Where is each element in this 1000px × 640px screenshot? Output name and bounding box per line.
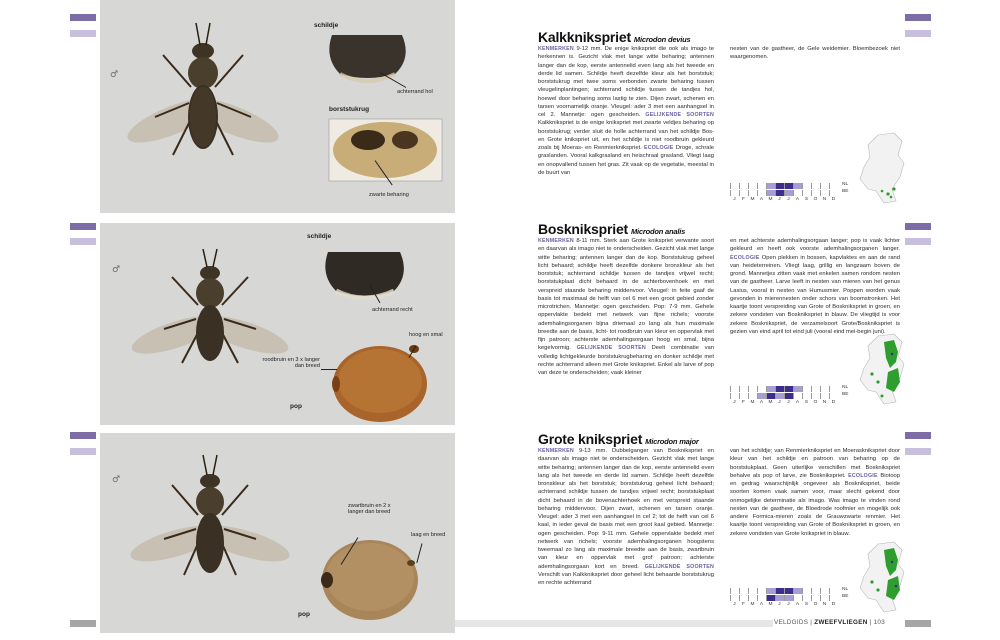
text-column-2a bbox=[538, 237, 714, 412]
body-text: Deelt combinatie van volledig lichtgekleurde borststukrugbeharing en donker schildje met rechte achterrand alleen met Grote knikspriet. Enkel als larve of pop van deze te onderscheiden; vaak kleiner bbox=[538, 345, 714, 376]
phenology-cell bbox=[802, 588, 811, 594]
section-keyword: KENMERKEN bbox=[538, 238, 574, 244]
phenology-cell bbox=[739, 588, 748, 594]
month-label: F bbox=[742, 197, 745, 202]
photo-panel-3 bbox=[100, 433, 455, 633]
phenology-cell bbox=[757, 595, 766, 601]
phenology-chart-3 bbox=[730, 588, 850, 609]
body-text: Verschilt van Kalkknikspriet door geheel licht behaarde borststukrug en rechte achterrand bbox=[538, 571, 714, 586]
phenology-cell bbox=[820, 595, 829, 601]
species-latin: Microdon major bbox=[645, 437, 699, 446]
tab-marker bbox=[905, 432, 931, 439]
section-keyword: KENMERKEN bbox=[538, 448, 574, 454]
note-zwartbruin: zwartbruin en 2 x langer dan breed bbox=[348, 503, 391, 516]
phenology-cell bbox=[766, 386, 775, 392]
phenology-country-label: NL bbox=[842, 182, 849, 187]
month-label: J bbox=[778, 400, 781, 405]
body-text: 9-13 mm. Dubbelganger van Bosknikspriet en daarvan als imago niet te onderscheiden. Gezicht vlak met lange witte beharing; antennen langer dan de kop, eerste antennelid even lang als het tweede en derde lid samen. Schildje heeft dezelfde bronskleur als het borststuk; borststukrug geheel licht behaard; achterrand schildje tussen de tandjes vrijwel recht; borststukplaat dicht behaard in de bovenachterhoek en met verspreid staande beharing middenvoor. Dijen zwart, schenen en tarsen oranje. Vleugel: ader 3 met een aanhangsel in cel 2; tot de helft van cel 6 kaal, in ieder geval de basis met een groot kaal gebied. Mannetje: ogen gescheiden. Pop: 9-11 mm. Gehele oppervlakte bedekt met netwerk van richels; voorste ademhalingsorganen hoogstens tweemaal zo lang als maximale breedte aan de basis, zwartbruin van kleur en oppervlak met grof patroon; achterste ademhalingsorgaan kort en breed. bbox=[538, 448, 714, 570]
month-label: J bbox=[787, 400, 790, 405]
body-text: 9-12 mm. De enige knikspriet die ook als imago te herkennen is. Gezicht vlak met lange witte beharing; antennen langer dan de kop, eerste antennelid even lang als het tweede en derde lid samen. Schildje heeft dezelfde kleur als het borststuk; borststukrug met twee soms verbonden zwarte beharing tussen vleugelinplantingen; achterrand schildje tussen de tandjes hol, hoewel door beharing soms lastig te zien. Dijen zwart, schenen en tarsen voornamelijk oranje. Vleugel: ader 3 met een aanhangsel in cel 2. Mannetje: ogen gescheiden. bbox=[538, 46, 714, 118]
phenology-month-axis bbox=[730, 400, 850, 407]
month-label: A bbox=[759, 400, 764, 405]
month-label: F bbox=[742, 602, 745, 607]
month-label: J bbox=[733, 197, 736, 202]
phenology-row-be bbox=[730, 393, 850, 399]
phenology-cell bbox=[730, 595, 739, 601]
section-keyword: KENMERKEN bbox=[538, 46, 574, 52]
phenology-cell bbox=[802, 386, 811, 392]
tab-marker bbox=[70, 448, 96, 455]
note-achterrand: achterrand recht bbox=[372, 307, 413, 313]
phenology-cell bbox=[739, 386, 748, 392]
puparium-photo bbox=[332, 345, 427, 422]
tab-marker bbox=[70, 30, 96, 37]
phenology-cell bbox=[784, 393, 793, 399]
scutellum-photo bbox=[325, 252, 404, 298]
phenology-cell bbox=[766, 595, 775, 601]
tab-marker bbox=[905, 448, 931, 455]
note-laag-breed: laag en breed bbox=[411, 532, 446, 538]
phenology-cell bbox=[748, 190, 757, 196]
month-label: O bbox=[813, 197, 818, 202]
month-label: O bbox=[813, 602, 818, 607]
phenology-month-axis bbox=[730, 602, 850, 609]
phenology-cell bbox=[802, 190, 811, 196]
month-label: M bbox=[750, 197, 755, 202]
text-column-3a bbox=[538, 447, 714, 615]
phenology-cell bbox=[784, 595, 793, 601]
month-label: J bbox=[787, 602, 790, 607]
phenology-cell bbox=[775, 386, 784, 392]
phenology-country-label: NL bbox=[842, 587, 849, 592]
scutellum-photo bbox=[329, 35, 405, 81]
month-label: M bbox=[768, 400, 773, 405]
phenology-cell bbox=[829, 588, 838, 594]
phenology-cell bbox=[739, 183, 748, 189]
species-latin: Microdon analis bbox=[631, 227, 686, 236]
month-label: D bbox=[831, 197, 836, 202]
month-label: A bbox=[795, 602, 800, 607]
phenology-cell bbox=[784, 183, 793, 189]
note-beharing: zwarte beharing bbox=[369, 192, 409, 198]
tab-marker bbox=[70, 14, 96, 21]
month-label: S bbox=[804, 602, 809, 607]
month-label: A bbox=[795, 197, 800, 202]
month-label: N bbox=[822, 602, 827, 607]
text-column-1a bbox=[538, 45, 714, 210]
phenology-cell bbox=[730, 190, 739, 196]
phenology-row-be bbox=[730, 190, 850, 196]
phenology-cell bbox=[739, 393, 748, 399]
note-roodbruin: roodbruin en 3 x langer dan breed bbox=[262, 357, 320, 370]
phenology-cell bbox=[784, 190, 793, 196]
fly-photo-2 bbox=[100, 223, 455, 425]
body-text: van het schildje; van Renmierknikspriet en Moerasknikspriet door kleur van het schildje en patroon van beharing op de borststukplaat. Geen uiterlijke verschillen met Bosknikspriet behalve als pop of larve, zie Bosknikspriet. bbox=[730, 448, 900, 479]
phenology-cell bbox=[793, 595, 802, 601]
fly-illustration bbox=[128, 249, 292, 363]
footer-bar bbox=[905, 620, 931, 627]
footer-rule bbox=[455, 620, 773, 627]
phenology-cell bbox=[811, 588, 820, 594]
distribution-map-1 bbox=[858, 131, 906, 206]
species-title-1 bbox=[538, 29, 691, 45]
sex-symbol: ♂ bbox=[112, 475, 121, 485]
month-label: M bbox=[768, 602, 773, 607]
phenology-cell bbox=[802, 393, 811, 399]
section-keyword: GELIJKENDE SOORTEN bbox=[645, 112, 714, 118]
species-name: Bosknikspriet bbox=[538, 221, 628, 237]
footer-chapter: ZWEEFVLIEGEN bbox=[814, 619, 868, 626]
footer-bar bbox=[70, 620, 96, 627]
footer-section: VELDGIDS bbox=[774, 619, 809, 626]
phenology-cell bbox=[793, 386, 802, 392]
month-label: J bbox=[733, 400, 736, 405]
species-latin: Microdon devius bbox=[633, 35, 691, 44]
tab-marker bbox=[70, 238, 96, 245]
fly-illustration bbox=[127, 455, 293, 575]
phenology-cell bbox=[820, 183, 829, 189]
body-text: nesten van de gastheer, de Gele weidemier. Bloembezoek niet waargenomen. bbox=[730, 46, 900, 61]
phenology-cell bbox=[829, 386, 838, 392]
phenology-cell bbox=[730, 588, 739, 594]
photo-panel-1 bbox=[100, 0, 455, 213]
phenology-cell bbox=[811, 386, 820, 392]
month-label: O bbox=[813, 400, 818, 405]
month-label: M bbox=[768, 197, 773, 202]
month-label: A bbox=[795, 400, 800, 405]
phenology-cell bbox=[730, 386, 739, 392]
body-text: Open plekken in bossen, kapvlaktes en aan de rand van heideterreinen. Vliegt laag, grillig en langzaam boven de grond. Mannetjes zitten vaak met enkelen samen rondom nesten van de gastheer. Larve leeft in nesten van mieren van het genus Lasius, vooral in nesten van Humusmier. Poppen worden vaak gevonden in mierennesten onder schors van boomstronken. Het kaartje toont verspreiding van Grote of Bosknikspriet in groen, en zekere vondsten van Bosknikspriet in blauw. De vliegtijd is voor zekere Bosknikspriet, de verzamelsoort Grote/Bosknikspriet is gezien van eind april tot eind juli (vooral eind mei-begin juni). bbox=[730, 254, 900, 335]
phenology-row-nl bbox=[730, 588, 850, 594]
phenology-cell bbox=[757, 386, 766, 392]
fly-photo-3 bbox=[100, 433, 455, 633]
fly-photo-1 bbox=[100, 0, 455, 213]
phenology-cell bbox=[820, 190, 829, 196]
phenology-cell bbox=[820, 386, 829, 392]
phenology-cell bbox=[775, 595, 784, 601]
phenology-cell bbox=[739, 595, 748, 601]
pointer-arrow bbox=[321, 369, 337, 370]
species-name: Grote knikspriet bbox=[538, 431, 643, 447]
phenology-cell bbox=[793, 393, 802, 399]
phenology-cell bbox=[730, 393, 739, 399]
phenology-cell bbox=[739, 190, 748, 196]
section-keyword: GELIJKENDE SOORTEN bbox=[644, 563, 714, 570]
section-keyword: GELIJKENDE SOORTEN bbox=[576, 345, 646, 352]
phenology-cell bbox=[793, 190, 802, 196]
sex-symbol: ♂ bbox=[110, 70, 119, 80]
body-text: 8-11 mm. Sterk aan Grote knikspriet verwante soort en daarvan als imago niet te onderscheiden. Gezicht vlak met lange witte beharing; antennen langer dan de kop. Borststukrug geheel licht behaard; schildje heeft dezelfde donkere bronskleur als het borststuk; achterrand schildje tussen de tandjes vrijwel recht; borststukplaat dicht behaard in de achterbovenhoek en met verspreid staande beharing middenvoor. Vleugel: in feite gaaf de basis tot maximaal de helft van cel 6 met een groot gebied zonder microtrichen. Mannetje: ogen gescheiden. Pop: 7-9 mm. Gehele oppervlakte bedekt met netwerk van fijne richels; voorste ademhalingsorganen bijna driemaal zo lang als hun maximale breedte aan de basis, licht- tot roodbruin van kleur en oppervlak met fijn patroon; bbox=[538, 238, 714, 343]
phenology-month-axis bbox=[730, 197, 850, 204]
phenology-cell bbox=[775, 588, 784, 594]
month-label: J bbox=[733, 602, 736, 607]
phenology-cell bbox=[757, 393, 766, 399]
phenology-country-label: BE bbox=[842, 594, 849, 599]
phenology-cell bbox=[802, 183, 811, 189]
phenology-cell bbox=[766, 588, 775, 594]
phenology-cell bbox=[811, 190, 820, 196]
species-name: Kalkknikspriet bbox=[538, 29, 631, 45]
phenology-cell bbox=[775, 190, 784, 196]
section-keyword: ECOLOGIE bbox=[643, 145, 674, 151]
phenology-cell bbox=[757, 183, 766, 189]
phenology-country-label: BE bbox=[842, 189, 849, 194]
phenology-chart-2 bbox=[730, 386, 850, 407]
phenology-cell bbox=[811, 183, 820, 189]
label-pop: pop bbox=[298, 611, 310, 618]
phenology-cell bbox=[775, 183, 784, 189]
puparium-photo bbox=[321, 540, 418, 620]
phenology-row-be bbox=[730, 595, 850, 601]
phenology-cell bbox=[820, 393, 829, 399]
phenology-country-label: NL bbox=[842, 385, 849, 390]
phenology-cell bbox=[811, 595, 820, 601]
phenology-cell bbox=[766, 183, 775, 189]
phenology-cell bbox=[730, 183, 739, 189]
phenology-cell bbox=[829, 393, 838, 399]
month-label: S bbox=[804, 400, 809, 405]
month-label: S bbox=[804, 197, 809, 202]
phenology-cell bbox=[748, 595, 757, 601]
phenology-cell bbox=[829, 190, 838, 196]
section-keyword: ECOLOGIE bbox=[848, 472, 878, 479]
phenology-cell bbox=[766, 393, 775, 399]
page-footer: VELDGIDS | ZWEEFVLIEGEN | 103 bbox=[774, 619, 886, 626]
phenology-cell bbox=[811, 393, 820, 399]
species-title-2 bbox=[538, 221, 685, 237]
phenology-cell bbox=[784, 588, 793, 594]
month-label: F bbox=[742, 400, 745, 405]
phenology-cell bbox=[784, 386, 793, 392]
phenology-row-nl bbox=[730, 183, 850, 189]
phenology-chart-1 bbox=[730, 183, 850, 204]
phenology-cell bbox=[829, 183, 838, 189]
phenology-cell bbox=[793, 588, 802, 594]
month-label: N bbox=[822, 400, 827, 405]
body-text: Droge, schrale graslanden. Vooral kalkgrasland en heischraal grasland. Vliegt laag en onopvallend tussen het gras. Zit vaak op de vegetatie, meestal in de buurt van bbox=[538, 145, 715, 176]
phenology-cell bbox=[748, 588, 757, 594]
distribution-map-2 bbox=[858, 332, 906, 407]
phenology-cell bbox=[757, 190, 766, 196]
phenology-cell bbox=[748, 183, 757, 189]
month-label: J bbox=[787, 197, 790, 202]
tab-marker bbox=[70, 223, 96, 230]
month-label: D bbox=[831, 602, 836, 607]
tab-marker bbox=[905, 14, 931, 21]
species-title-3 bbox=[538, 431, 699, 447]
page-number: 103 bbox=[873, 619, 886, 626]
section-keyword: ECOLOGIE bbox=[730, 254, 760, 261]
label-schildje: schildje bbox=[307, 233, 332, 240]
phenology-cell bbox=[802, 595, 811, 601]
label-borststukrug: borststukrug bbox=[329, 106, 370, 113]
month-label: J bbox=[778, 602, 781, 607]
phenology-cell bbox=[748, 393, 757, 399]
sex-symbol: ♂ bbox=[112, 265, 121, 275]
tab-marker bbox=[905, 30, 931, 37]
text-column-1b bbox=[730, 45, 900, 85]
body-text: en met achterste ademhalingsorgaan langer; pop is vaak lichter gekleurd en heeft ook voorste ademhalingsorganen langer. bbox=[730, 238, 900, 253]
body-text: Biotoop en gedrag waarschijnlijk ongeveer als Bosknikspriet, beide soorten komen vaak samen voor, maar slecht gekend door onmogelijke determinatie als imago. Was imago te vinden rond nesten van de gastheer, de Bloedrode roofmier en mogelijk ook andere Formica-mieren zoals de Grauwzwarte renmier. Het kaartje toont verspreiding van Grote of Bosknikspriet in groen, en zekere vondsten van Grote knikspriet in blauw. bbox=[730, 472, 900, 537]
phenology-cell bbox=[757, 588, 766, 594]
month-label: A bbox=[759, 197, 764, 202]
tab-marker bbox=[905, 238, 931, 245]
note-hoog-smal: hoog en smal bbox=[409, 332, 443, 338]
label-schildje: schildje bbox=[314, 22, 339, 29]
phenology-row-nl bbox=[730, 386, 850, 392]
note-achterrand: achterrand hol bbox=[397, 89, 433, 95]
label-pop: pop bbox=[290, 403, 302, 410]
month-label: M bbox=[750, 400, 755, 405]
body-text: achterste ademhalingsorgaan hoog en smal, bijna kegelvormig. bbox=[538, 337, 715, 352]
phenology-cell bbox=[775, 393, 784, 399]
month-label: N bbox=[822, 197, 827, 202]
phenology-cell bbox=[793, 183, 802, 189]
distribution-map-3 bbox=[858, 540, 906, 615]
thorax-photo bbox=[329, 119, 442, 181]
tab-marker bbox=[70, 432, 96, 439]
phenology-country-label: BE bbox=[842, 392, 849, 397]
month-label: J bbox=[778, 197, 781, 202]
phenology-cell bbox=[820, 588, 829, 594]
body-text: Kalkknikspriet is de enige knikspriet met zwarte veldjes beharing op borststukrug; verder sluit de holle achterrand van het schildje Bos- en Grote knikspriet uit, en het schildje is niet roodbruin gekleurd zoals bij Moeras- en Renmierknikspriet. bbox=[538, 120, 714, 151]
photo-panel-2 bbox=[100, 223, 455, 425]
month-label: A bbox=[759, 602, 764, 607]
tab-marker bbox=[905, 223, 931, 230]
month-label: M bbox=[750, 602, 755, 607]
phenology-cell bbox=[748, 386, 757, 392]
fly-illustration bbox=[123, 23, 284, 155]
phenology-cell bbox=[829, 595, 838, 601]
phenology-cell bbox=[766, 190, 775, 196]
month-label: D bbox=[831, 400, 836, 405]
